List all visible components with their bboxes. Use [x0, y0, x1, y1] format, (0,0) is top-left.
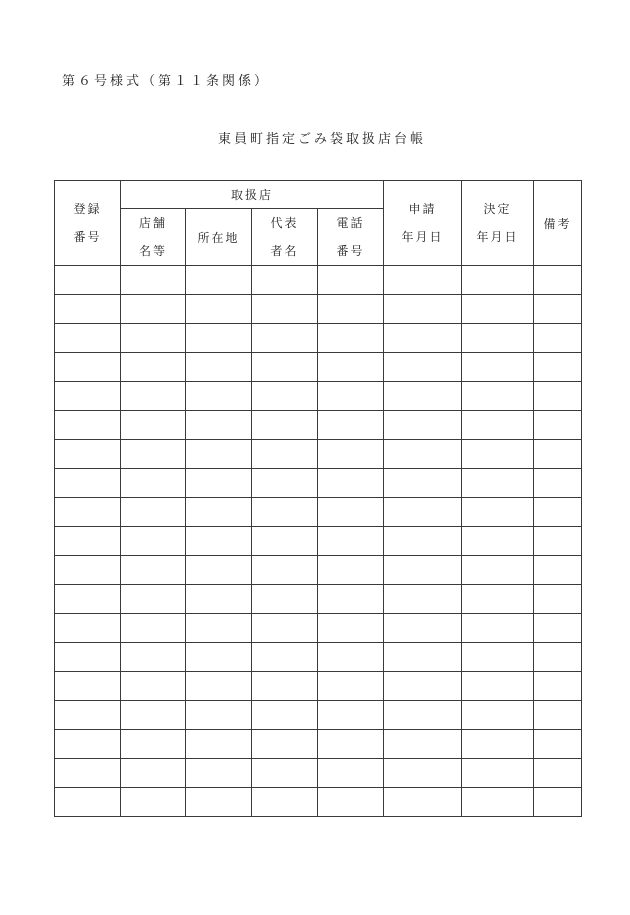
- table-cell: [534, 440, 582, 469]
- table-cell: [318, 788, 384, 817]
- table-cell: [121, 643, 186, 672]
- header-text: 番号: [73, 230, 102, 244]
- header-application-date: [384, 181, 462, 266]
- table-cell: [55, 353, 121, 382]
- table-cell: [462, 585, 534, 614]
- header-text: 番号: [336, 244, 365, 258]
- table-cell: [462, 527, 534, 556]
- table-cell: [318, 730, 384, 759]
- table-row: [55, 730, 582, 759]
- table-cell: [55, 266, 121, 295]
- table-cell: [121, 585, 186, 614]
- table-cell: [384, 585, 462, 614]
- table-row: [55, 759, 582, 788]
- table-cell: [121, 469, 186, 498]
- header-text: 電話: [336, 216, 365, 230]
- table-row: [55, 556, 582, 585]
- table-cell: [318, 585, 384, 614]
- header-store-group: 取扱店: [121, 181, 384, 209]
- table-cell: [121, 730, 186, 759]
- table-row: [55, 614, 582, 643]
- table-cell: [318, 469, 384, 498]
- store-register-table: [54, 180, 582, 817]
- table-cell: [384, 759, 462, 788]
- table-cell: [534, 614, 582, 643]
- table-row: [55, 498, 582, 527]
- table-cell: [186, 788, 252, 817]
- table-cell: [462, 701, 534, 730]
- table-cell: [121, 353, 186, 382]
- table-cell: [462, 469, 534, 498]
- table-cell: [534, 701, 582, 730]
- table-cell: [55, 614, 121, 643]
- table-cell: [121, 614, 186, 643]
- table-cell: [462, 411, 534, 440]
- table-cell: [534, 411, 582, 440]
- table-cell: [318, 527, 384, 556]
- table-cell: [534, 788, 582, 817]
- table-cell: [121, 672, 186, 701]
- table-cell: [252, 295, 318, 324]
- table-cell: [534, 730, 582, 759]
- table-cell: [55, 759, 121, 788]
- table-cell: [186, 672, 252, 701]
- table-cell: [252, 614, 318, 643]
- table-row: [55, 469, 582, 498]
- table-cell: [121, 527, 186, 556]
- table-cell: [534, 295, 582, 324]
- table-cell: [462, 295, 534, 324]
- table-cell: [462, 382, 534, 411]
- table-cell: [252, 266, 318, 295]
- table-cell: [462, 614, 534, 643]
- table-cell: [121, 440, 186, 469]
- table-cell: [252, 788, 318, 817]
- header-address: 所在地: [186, 209, 252, 266]
- table-cell: [384, 266, 462, 295]
- table-cell: [534, 353, 582, 382]
- table-cell: [462, 498, 534, 527]
- table-cell: [252, 643, 318, 672]
- table-cell: [318, 672, 384, 701]
- table-cell: [121, 324, 186, 353]
- header-remarks: 備考: [534, 181, 582, 266]
- table-cell: [534, 527, 582, 556]
- table-cell: [318, 643, 384, 672]
- table-cell: [462, 643, 534, 672]
- table-cell: [534, 469, 582, 498]
- table-cell: [186, 527, 252, 556]
- table-cell: [55, 324, 121, 353]
- table-cell: [462, 730, 534, 759]
- header-registration-number: [55, 181, 121, 266]
- table-cell: [252, 440, 318, 469]
- table-cell: [384, 527, 462, 556]
- table-cell: [55, 440, 121, 469]
- table-cell: [55, 672, 121, 701]
- table-cell: [318, 382, 384, 411]
- form-number-label: 第６号様式（第１１条関係）: [62, 74, 271, 89]
- table-cell: [186, 295, 252, 324]
- table-cell: [384, 730, 462, 759]
- table-cell: [384, 643, 462, 672]
- table-cell: [121, 382, 186, 411]
- table-cell: [318, 353, 384, 382]
- table-cell: [462, 672, 534, 701]
- header-text: 代表: [270, 216, 299, 230]
- table-cell: [252, 353, 318, 382]
- table-cell: [318, 440, 384, 469]
- header-phone-number: [318, 209, 384, 266]
- table-cell: [186, 411, 252, 440]
- table-cell: [384, 701, 462, 730]
- table-cell: [186, 440, 252, 469]
- table-cell: [252, 585, 318, 614]
- table-cell: [186, 498, 252, 527]
- table-cell: [252, 469, 318, 498]
- table-cell: [55, 411, 121, 440]
- table-row: [55, 382, 582, 411]
- table-cell: [252, 759, 318, 788]
- table-cell: [55, 643, 121, 672]
- header-text: 店舗: [138, 216, 167, 230]
- table-cell: [186, 266, 252, 295]
- header-decision-date: [462, 181, 534, 266]
- table-cell: [121, 411, 186, 440]
- table-cell: [55, 527, 121, 556]
- table-cell: [462, 440, 534, 469]
- table-cell: [318, 701, 384, 730]
- table-cell: [318, 556, 384, 585]
- table-cell: [121, 295, 186, 324]
- table-cell: [55, 382, 121, 411]
- table-cell: [462, 266, 534, 295]
- table-cell: [318, 295, 384, 324]
- table-cell: [384, 382, 462, 411]
- table-cell: [384, 556, 462, 585]
- table-cell: [384, 469, 462, 498]
- header-text: 年月日: [401, 230, 444, 244]
- table-cell: [186, 730, 252, 759]
- table-row: [55, 324, 582, 353]
- table-cell: [534, 643, 582, 672]
- table-cell: [252, 411, 318, 440]
- table-cell: [121, 701, 186, 730]
- header-text: 名等: [138, 244, 167, 258]
- table-cell: [534, 324, 582, 353]
- table-cell: [121, 788, 186, 817]
- table-cell: [186, 382, 252, 411]
- table-cell: [318, 498, 384, 527]
- table-cell: [318, 614, 384, 643]
- table-cell: [55, 469, 121, 498]
- table-cell: [121, 759, 186, 788]
- register-body: [55, 266, 582, 817]
- table-cell: [534, 672, 582, 701]
- table-cell: [252, 730, 318, 759]
- header-text: 決定: [483, 202, 512, 216]
- table-row: [55, 672, 582, 701]
- table-cell: [318, 411, 384, 440]
- table-cell: [534, 498, 582, 527]
- table-cell: [55, 556, 121, 585]
- table-cell: [252, 672, 318, 701]
- table-cell: [462, 324, 534, 353]
- table-cell: [186, 759, 252, 788]
- table-row: [55, 788, 582, 817]
- table-row: [55, 295, 582, 324]
- table-cell: [534, 585, 582, 614]
- header-text: 申請: [408, 202, 437, 216]
- table-cell: [186, 701, 252, 730]
- table-cell: [252, 701, 318, 730]
- table-cell: [121, 556, 186, 585]
- table-row: [55, 527, 582, 556]
- table-cell: [55, 295, 121, 324]
- table-cell: [318, 266, 384, 295]
- table-cell: [318, 324, 384, 353]
- table-cell: [534, 266, 582, 295]
- table-cell: [55, 498, 121, 527]
- table-row: [55, 411, 582, 440]
- header-representative: [252, 209, 318, 266]
- table-cell: [384, 498, 462, 527]
- table-cell: [318, 759, 384, 788]
- table-cell: [384, 353, 462, 382]
- table-cell: [384, 788, 462, 817]
- table-cell: [252, 324, 318, 353]
- table-cell: [55, 701, 121, 730]
- table-cell: [384, 411, 462, 440]
- table-cell: [252, 382, 318, 411]
- table-cell: [121, 498, 186, 527]
- header-text: 年月日: [476, 230, 519, 244]
- table-cell: [384, 672, 462, 701]
- table-cell: [384, 295, 462, 324]
- table-cell: [186, 556, 252, 585]
- table-cell: [186, 643, 252, 672]
- header-text: 登録: [73, 202, 102, 216]
- table-cell: [384, 614, 462, 643]
- table-cell: [55, 788, 121, 817]
- table-cell: [55, 730, 121, 759]
- table-cell: [252, 498, 318, 527]
- table-cell: [252, 556, 318, 585]
- header-text: 者名: [270, 244, 299, 258]
- header-store-name: [121, 209, 186, 266]
- table-row: [55, 585, 582, 614]
- table-cell: [384, 324, 462, 353]
- table-cell: [186, 614, 252, 643]
- table-row: [55, 701, 582, 730]
- table-cell: [121, 266, 186, 295]
- table-cell: [252, 527, 318, 556]
- table-cell: [384, 440, 462, 469]
- table-cell: [534, 556, 582, 585]
- table-cell: [462, 788, 534, 817]
- table-cell: [186, 353, 252, 382]
- table-row: [55, 440, 582, 469]
- document-title: 東員町指定ごみ袋取扱店台帳: [217, 132, 426, 147]
- table-row: [55, 353, 582, 382]
- table-cell: [55, 585, 121, 614]
- table-cell: [186, 469, 252, 498]
- table-row: [55, 266, 582, 295]
- table-cell: [186, 324, 252, 353]
- table-cell: [462, 556, 534, 585]
- table-cell: [186, 585, 252, 614]
- table-row: [55, 643, 582, 672]
- table-cell: [462, 353, 534, 382]
- table-cell: [534, 759, 582, 788]
- table-cell: [534, 382, 582, 411]
- table-cell: [462, 759, 534, 788]
